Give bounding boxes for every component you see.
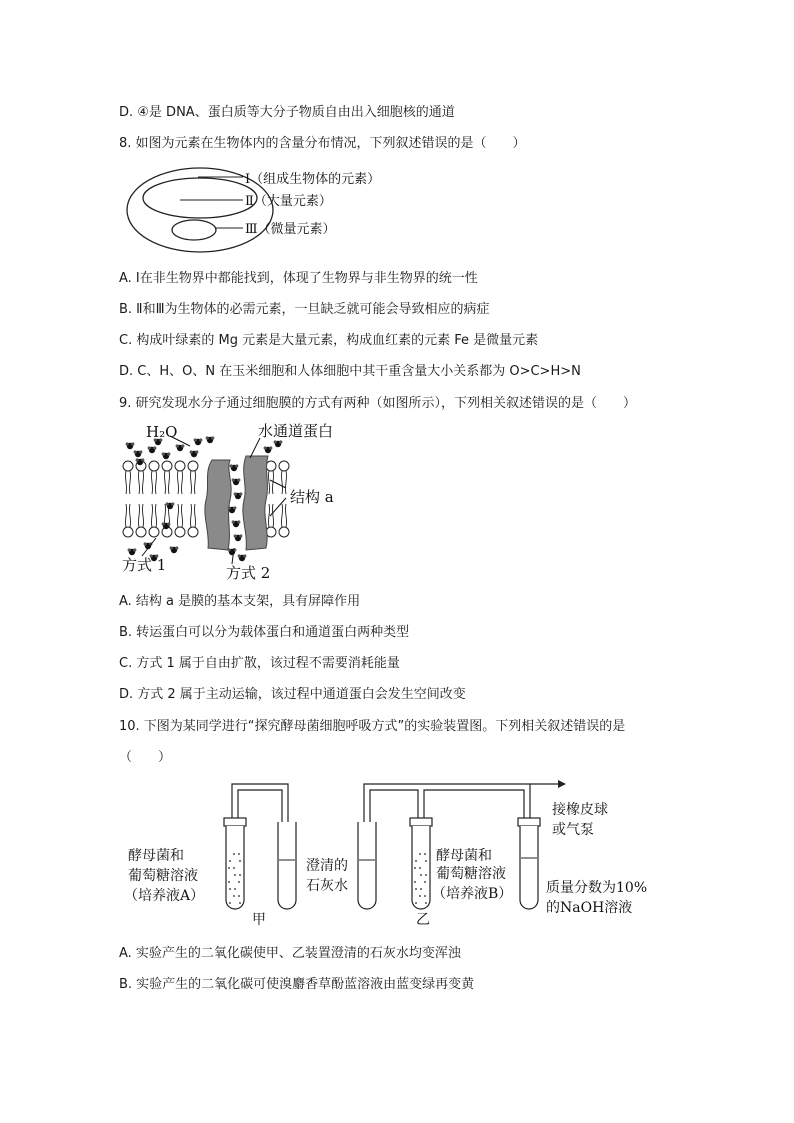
lipid-head [279,461,289,471]
lipid-tail [281,504,286,527]
suspension-dot [233,853,235,855]
lipid-head [175,461,185,471]
lipid-head [123,461,133,471]
q8-option-b: B. Ⅱ和Ⅲ为生物体的必需元素，一旦缺乏就可能会导致相应的病症 [119,302,490,317]
q9-stem: 9. 研究发现水分子通过细胞膜的方式有两种（如图所示），下列相关叙述错误的是（ ） [119,396,637,411]
suspension-dot [419,853,421,855]
lipid-tail [190,471,195,494]
suspension-dot [424,853,426,855]
test-tube-b [410,818,432,909]
setup-jia-label: 甲 [252,912,266,928]
water-molecule-icon [264,446,273,453]
suspension-dot [239,874,241,876]
lipid-head [188,461,198,471]
q10-apparatus-diagram [120,780,680,930]
suspension-dot [419,895,421,897]
water-molecule-icon [162,452,171,459]
q7-option-d: D. ④是 DNA、蛋白质等大分子物质自由出入细胞核的通道 [119,105,455,120]
q8-stem: 8. 如图为元素在生物体内的含量分布情况，下列叙述错误的是（ ） [119,136,526,151]
q10-stem-cont: （ ） [119,750,172,765]
suspension-dot [239,902,241,904]
lipid-tail [138,504,143,527]
lipid-head [266,527,276,537]
naoh-label-1: 质量分数为10% [546,880,648,896]
label-i: Ⅰ（组成生物体的元素） [245,172,381,187]
suspension-dot [419,867,421,869]
water-molecule-icon [194,438,203,445]
q9-option-d: D. 方式 2 属于主动运输，该过程中通道蛋白会发生空间改变 [119,687,466,702]
water-molecule-icon [128,548,137,555]
water-molecule-icon [166,502,175,509]
label-iii: Ⅲ（微量元素） [245,222,336,237]
suspension-dot [234,888,236,890]
yeast-b-label-2: 葡萄糖溶液 [436,866,506,882]
q9-option-a: A. 结构 a 是膜的基本支架，具有屏障作用 [119,594,361,609]
water-molecule-icon [238,554,247,561]
yeast-b-label-3: （培养液B） [432,886,513,902]
water-molecule-icon [274,440,283,447]
lipid-head [175,527,185,537]
lipid-head [266,461,276,471]
water-molecule-icon [148,446,157,453]
q10-stem: 10. 下图为某同学进行“探究酵母菌细胞呼吸方式”的实验装置图。下列相关叙述错误的是 [119,719,626,734]
lipid-tail [177,504,182,527]
test-tube-naoh [518,818,540,909]
yeast-a-label-2: 葡萄糖溶液 [128,868,198,884]
suspension-dot [424,895,426,897]
suspension-dot [228,867,230,869]
suspension-dot [420,888,422,890]
lipid-tail [268,471,273,494]
water-molecule-icon [228,548,237,555]
lipid-head [279,527,289,537]
suspension-dot [425,902,427,904]
suspension-dot [239,860,241,862]
set-ii-ellipse [143,178,257,218]
lipid-head [162,461,172,471]
q8-option-c: C. 构成叶绿素的 Mg 元素是大量元素，构成血红素的元素 Fe 是微量元素 [119,333,539,348]
lipid-tail [125,504,130,527]
water-molecule-icon [234,534,243,541]
q10-option-b: B. 实验产生的二氧化碳可使溴麝香草酚蓝溶液由蓝变绿再变黄 [119,977,475,992]
water-molecule-icon [126,442,135,449]
test-tube-limewater-2 [358,822,376,909]
lipid-head [123,527,133,537]
limewater-label-2: 石灰水 [306,878,348,894]
suspension-dot [425,874,427,876]
channel-protein-right [243,456,268,550]
label-ii: Ⅱ（大量元素） [245,194,332,209]
lipid-head [149,527,159,537]
water-molecule-icon [232,478,241,485]
q8-option-a: A. Ⅰ在非生物界中都能找到，体现了生物界与非生物界的统一性 [119,271,478,286]
water-molecule-icon [234,492,243,499]
water-molecule-icon [190,450,199,457]
water-molecule-icon [232,520,241,527]
suspension-dot [229,888,231,890]
lipid-tail [177,471,182,494]
mode2-label: 方式 2 [226,564,271,582]
pump-label-2: 或气泵 [552,822,594,838]
air-flow-arrow-icon [558,780,566,788]
suspension-dot [425,860,427,862]
suspension-dot [414,881,416,883]
yeast-a-label-1: 酵母菌和 [128,848,184,864]
suspension-dot [233,895,235,897]
suspension-dot [238,881,240,883]
lipid-tail [281,471,286,494]
channel-leader [250,438,260,458]
channel-protein-label: 水通道蛋白 [258,422,334,440]
set-iii-ellipse [172,220,216,240]
suspension-dot [424,881,426,883]
naoh-label-2: 的NaOH溶液 [546,900,633,916]
water-molecule-icon [176,444,185,451]
q9-membrane-diagram [118,420,378,585]
q10-option-a: A. 实验产生的二氧化碳使甲、乙装置澄清的石灰水均变浑浊 [119,946,461,961]
water-label: H₂O [146,423,178,441]
lipid-head [188,527,198,537]
suspension-dot [234,874,236,876]
limewater-label-1: 澄清的 [306,858,348,874]
lipid-tail [151,504,156,527]
suspension-dot [415,860,417,862]
mode1-label: 方式 1 [122,556,167,574]
q8-option-d: D. C、H、O、N 在玉米细胞和人体细胞中其干重含量大小关系都为 O>C>H>N [119,364,581,379]
water-molecule-icon [230,464,239,471]
suspension-dot [233,867,235,869]
suspension-dot [420,874,422,876]
suspension-dot [415,902,417,904]
suspension-dot [229,860,231,862]
test-tube-a [224,818,246,909]
q9-option-c: C. 方式 1 属于自由扩散，该过程不需要消耗能量 [119,656,400,671]
lipid-head [149,461,159,471]
lipid-head [136,527,146,537]
setup-yi-label: 乙 [416,912,430,928]
channel-protein-left [205,460,231,550]
suspension-dot [415,888,417,890]
q9-option-b: B. 转运蛋白可以分为载体蛋白和通道蛋白两种类型 [119,625,410,640]
yeast-a-label-3: （培养液A） [124,888,205,904]
water-molecule-icon [170,546,179,553]
test-tube-limewater-1 [278,822,296,909]
suspension-dot [414,867,416,869]
water-molecule-icon [134,450,143,457]
lipid-tail [138,471,143,494]
lipid-tail [190,504,195,527]
mode1-leader [142,538,156,556]
structure-a-label: 结构 a [290,488,334,506]
suspension-dot [238,895,240,897]
suspension-dot [238,853,240,855]
suspension-dot [228,881,230,883]
lipid-tail [151,471,156,494]
water-molecule-icon [206,436,215,443]
q8-element-diagram [118,162,418,262]
suspension-dot [229,902,231,904]
pump-label-1: 接橡皮球 [552,802,608,818]
lipid-tail [164,471,169,494]
yeast-b-label-1: 酵母菌和 [436,848,492,864]
lipid-tail [125,471,130,494]
